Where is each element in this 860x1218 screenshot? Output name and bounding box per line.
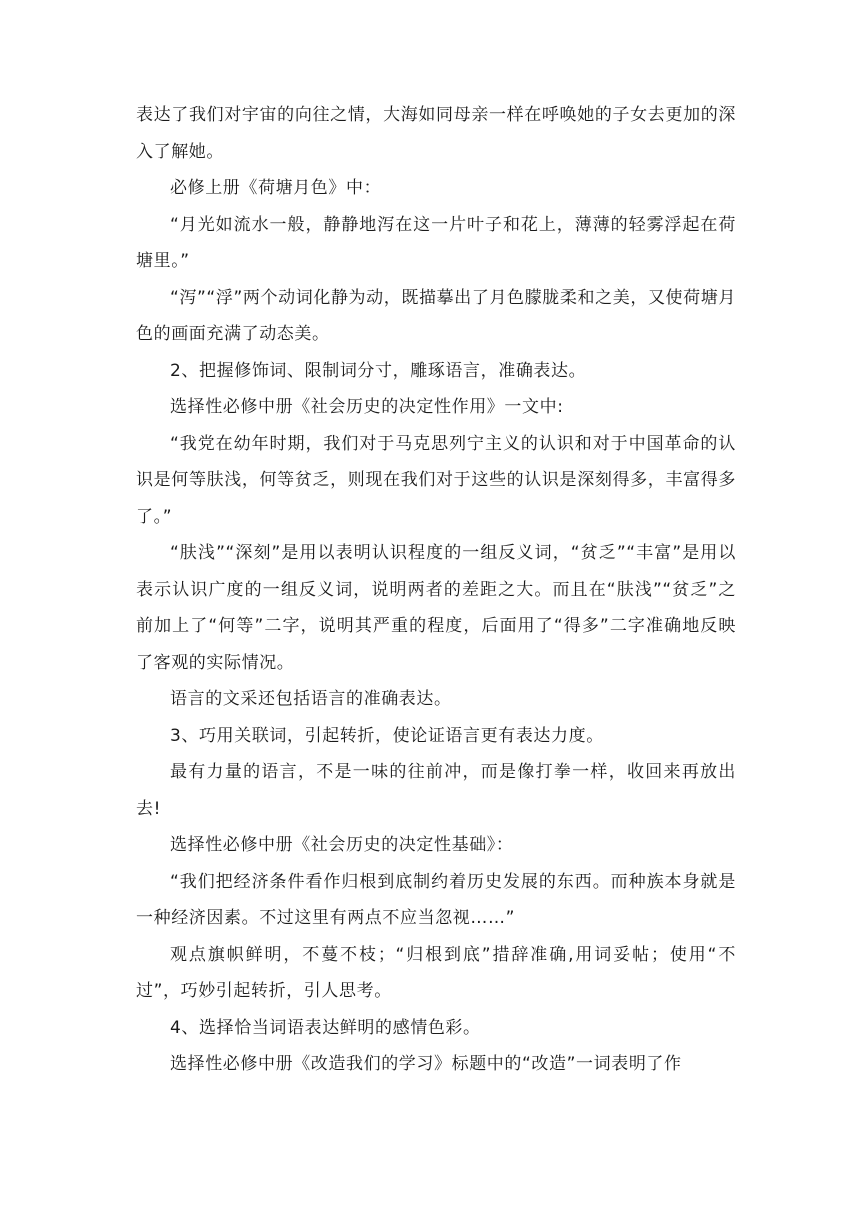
paragraph: 选择性必修中册《社会历史的决定性基础》： bbox=[170, 835, 514, 855]
paragraph: “肤浅”“深刻”是用以表明认识程度的一组反义词，“贫乏”“丰富”是用以表示认识广度的一组反义词，说明两者的差距之大。而且在“肤浅”“贫乏”之前加上了“何等”二字，说明其严重的程度，后面用了“得多”二字准确地反映了客观的实际情况。 bbox=[136, 543, 736, 673]
section-heading: 3、巧用关联词，引起转折，使论证语言更有表达力度。 bbox=[170, 725, 604, 746]
paragraph: “泻”“浮”两个动词化静为动，既描摹出了月色朦胧柔和之美，又使荷塘月色的画面充满了动态美。 bbox=[136, 287, 736, 344]
paragraph: “我们把经济条件看作归根到底制约着历史发展的东西。而种族本身就是一种经济因素。不过这里有两点不应当忽视……” bbox=[136, 871, 736, 928]
paragraph: 观点旗帜鲜明，不蔓不枝；“归根到底”措辞准确,用词妥帖；使用“不过”，巧妙引起转折，引人思考。 bbox=[136, 944, 736, 1001]
paragraph: 选择性必修中册《社会历史的决定性作用》一文中: bbox=[170, 397, 564, 417]
paragraph: “我党在幼年时期，我们对于马克思列宁主义的认识和对于中国革命的认识是何等肤浅，何等贫乏，则现在我们对于这些的认识是深刻得多，丰富得多了。” bbox=[136, 433, 736, 527]
body-text bbox=[136, 97, 736, 1083]
paragraph: 必修上册《荷塘月色》中： bbox=[170, 178, 382, 198]
paragraph: 语言的文采还包括语言的准确表达。 bbox=[170, 689, 452, 709]
paragraph: 表达了我们对宇宙的向往之情，大海如同母亲一样在呼唤她的子女去更加的深入了解她。 bbox=[136, 105, 736, 162]
section-heading: 2、把握修饰词、限制词分寸，雕琢语言，准确表达。 bbox=[170, 360, 587, 381]
paragraph: 选择性必修中册《改造我们的学习》标题中的“改造”一词表明了作 bbox=[170, 1054, 682, 1074]
paragraph: “月光如流水一般，静静地泻在这一片叶子和花上，薄薄的轻雾浮起在荷塘里。” bbox=[136, 214, 736, 271]
section-heading: 4、选择恰当词语表达鲜明的感情色彩。 bbox=[170, 1017, 481, 1038]
paragraph: 最有力量的语言，不是一味的往前冲，而是像打拳一样，收回来再放出去! bbox=[136, 762, 736, 819]
